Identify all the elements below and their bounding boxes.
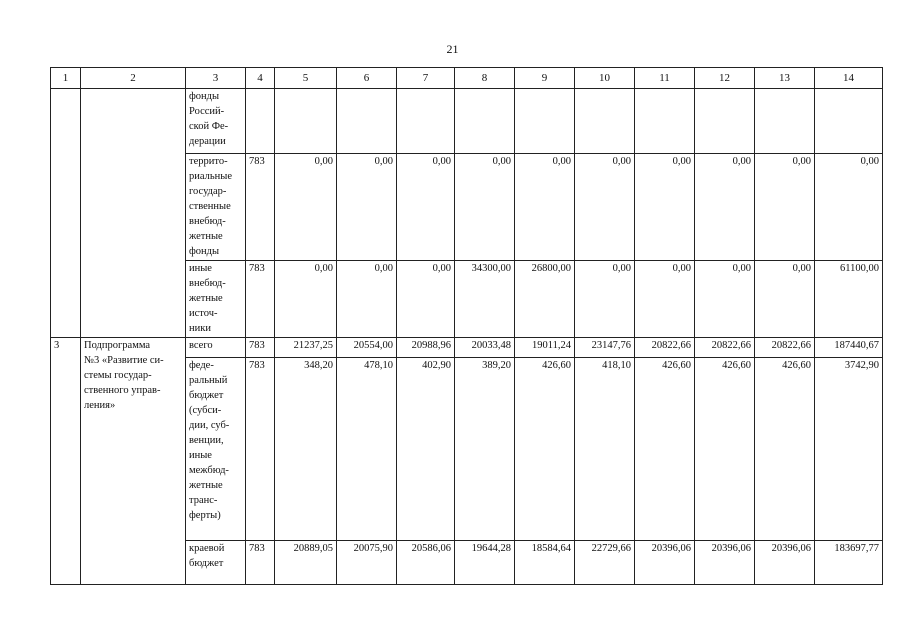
value-cell: 0,00: [815, 154, 883, 261]
value-cell: 478,10: [337, 358, 397, 541]
value-cell: 0,00: [337, 154, 397, 261]
header-cell: 5: [275, 68, 337, 89]
budget-table: [50, 67, 883, 585]
value-cell: [695, 89, 755, 154]
header-cell: 3: [186, 68, 246, 89]
value-cell: 20075,90: [337, 541, 397, 585]
header-cell: 10: [575, 68, 635, 89]
page-number: 21: [446, 42, 459, 56]
table-row: [51, 89, 883, 154]
code-cell: [246, 89, 275, 154]
value-cell: 22729,66: [575, 541, 635, 585]
value-cell: 389,20: [455, 358, 515, 541]
header-cell: 8: [455, 68, 515, 89]
value-cell: 20554,00: [337, 338, 397, 358]
funding-source-cell: всего: [186, 338, 246, 358]
value-cell: 20822,66: [755, 338, 815, 358]
value-cell: 0,00: [695, 261, 755, 338]
value-cell: 0,00: [455, 154, 515, 261]
header-cell: 12: [695, 68, 755, 89]
value-cell: [635, 89, 695, 154]
value-cell: [337, 89, 397, 154]
header-cell: 9: [515, 68, 575, 89]
value-cell: 21237,25: [275, 338, 337, 358]
value-cell: 348,20: [275, 358, 337, 541]
value-cell: 426,60: [755, 358, 815, 541]
value-cell: 426,60: [695, 358, 755, 541]
value-cell: [455, 89, 515, 154]
value-cell: 20822,66: [635, 338, 695, 358]
code-cell: 783: [246, 358, 275, 541]
value-cell: 26800,00: [515, 261, 575, 338]
value-cell: 0,00: [755, 154, 815, 261]
value-cell: 0,00: [575, 154, 635, 261]
row-number-cell: [51, 89, 81, 338]
header-cell: 6: [337, 68, 397, 89]
value-cell: 0,00: [275, 154, 337, 261]
table-row: [51, 338, 883, 358]
value-cell: 20586,06: [397, 541, 455, 585]
value-cell: 23147,76: [575, 338, 635, 358]
funding-source-cell: иные внебюд- жетные источ- ники: [186, 261, 246, 338]
value-cell: 20889,05: [275, 541, 337, 585]
value-cell: 183697,77: [815, 541, 883, 585]
value-cell: 426,60: [635, 358, 695, 541]
funding-source-cell: краевой бюджет: [186, 541, 246, 585]
value-cell: 20822,66: [695, 338, 755, 358]
value-cell: 0,00: [755, 261, 815, 338]
value-cell: 0,00: [275, 261, 337, 338]
value-cell: 0,00: [515, 154, 575, 261]
code-cell: 783: [246, 541, 275, 585]
value-cell: 0,00: [397, 261, 455, 338]
value-cell: 20988,96: [397, 338, 455, 358]
value-cell: 18584,64: [515, 541, 575, 585]
value-cell: 20396,06: [635, 541, 695, 585]
funding-source-cell: феде- ральный бюджет (субси- дии, суб- венции, иные межбюд- жетные транс- ферты): [186, 358, 246, 541]
funding-source-cell: фонды Россий- ской Фе- дерации: [186, 89, 246, 154]
code-cell: 783: [246, 154, 275, 261]
value-cell: 418,10: [575, 358, 635, 541]
value-cell: 61100,00: [815, 261, 883, 338]
value-cell: 402,90: [397, 358, 455, 541]
header-cell: 4: [246, 68, 275, 89]
funding-source-cell: террито- риальные государ- ственные внебюд- жетные фонды: [186, 154, 246, 261]
value-cell: 0,00: [695, 154, 755, 261]
value-cell: 426,60: [515, 358, 575, 541]
header-cell: 7: [397, 68, 455, 89]
value-cell: 0,00: [397, 154, 455, 261]
value-cell: [755, 89, 815, 154]
value-cell: [275, 89, 337, 154]
value-cell: [515, 89, 575, 154]
header-cell: 2: [81, 68, 186, 89]
value-cell: 3742,90: [815, 358, 883, 541]
value-cell: [815, 89, 883, 154]
value-cell: 34300,00: [455, 261, 515, 338]
header-cell: 11: [635, 68, 695, 89]
header-cell: 13: [755, 68, 815, 89]
value-cell: [575, 89, 635, 154]
value-cell: 0,00: [635, 261, 695, 338]
header-cell: 1: [51, 68, 81, 89]
value-cell: 187440,67: [815, 338, 883, 358]
value-cell: 20396,06: [755, 541, 815, 585]
value-cell: 19644,28: [455, 541, 515, 585]
value-cell: 20396,06: [695, 541, 755, 585]
header-row: [51, 68, 883, 89]
code-cell: 783: [246, 338, 275, 358]
row-name-cell: [81, 89, 186, 338]
code-cell: 783: [246, 261, 275, 338]
value-cell: 0,00: [575, 261, 635, 338]
value-cell: 19011,24: [515, 338, 575, 358]
value-cell: 20033,48: [455, 338, 515, 358]
value-cell: 0,00: [337, 261, 397, 338]
row-number-cell: 3: [51, 338, 81, 585]
header-cell: 14: [815, 68, 883, 89]
value-cell: 0,00: [635, 154, 695, 261]
value-cell: [397, 89, 455, 154]
subprogram-name-cell: Подпрограмма №3 «Развитие си- стемы государ- ственного управ- ления»: [81, 338, 186, 585]
